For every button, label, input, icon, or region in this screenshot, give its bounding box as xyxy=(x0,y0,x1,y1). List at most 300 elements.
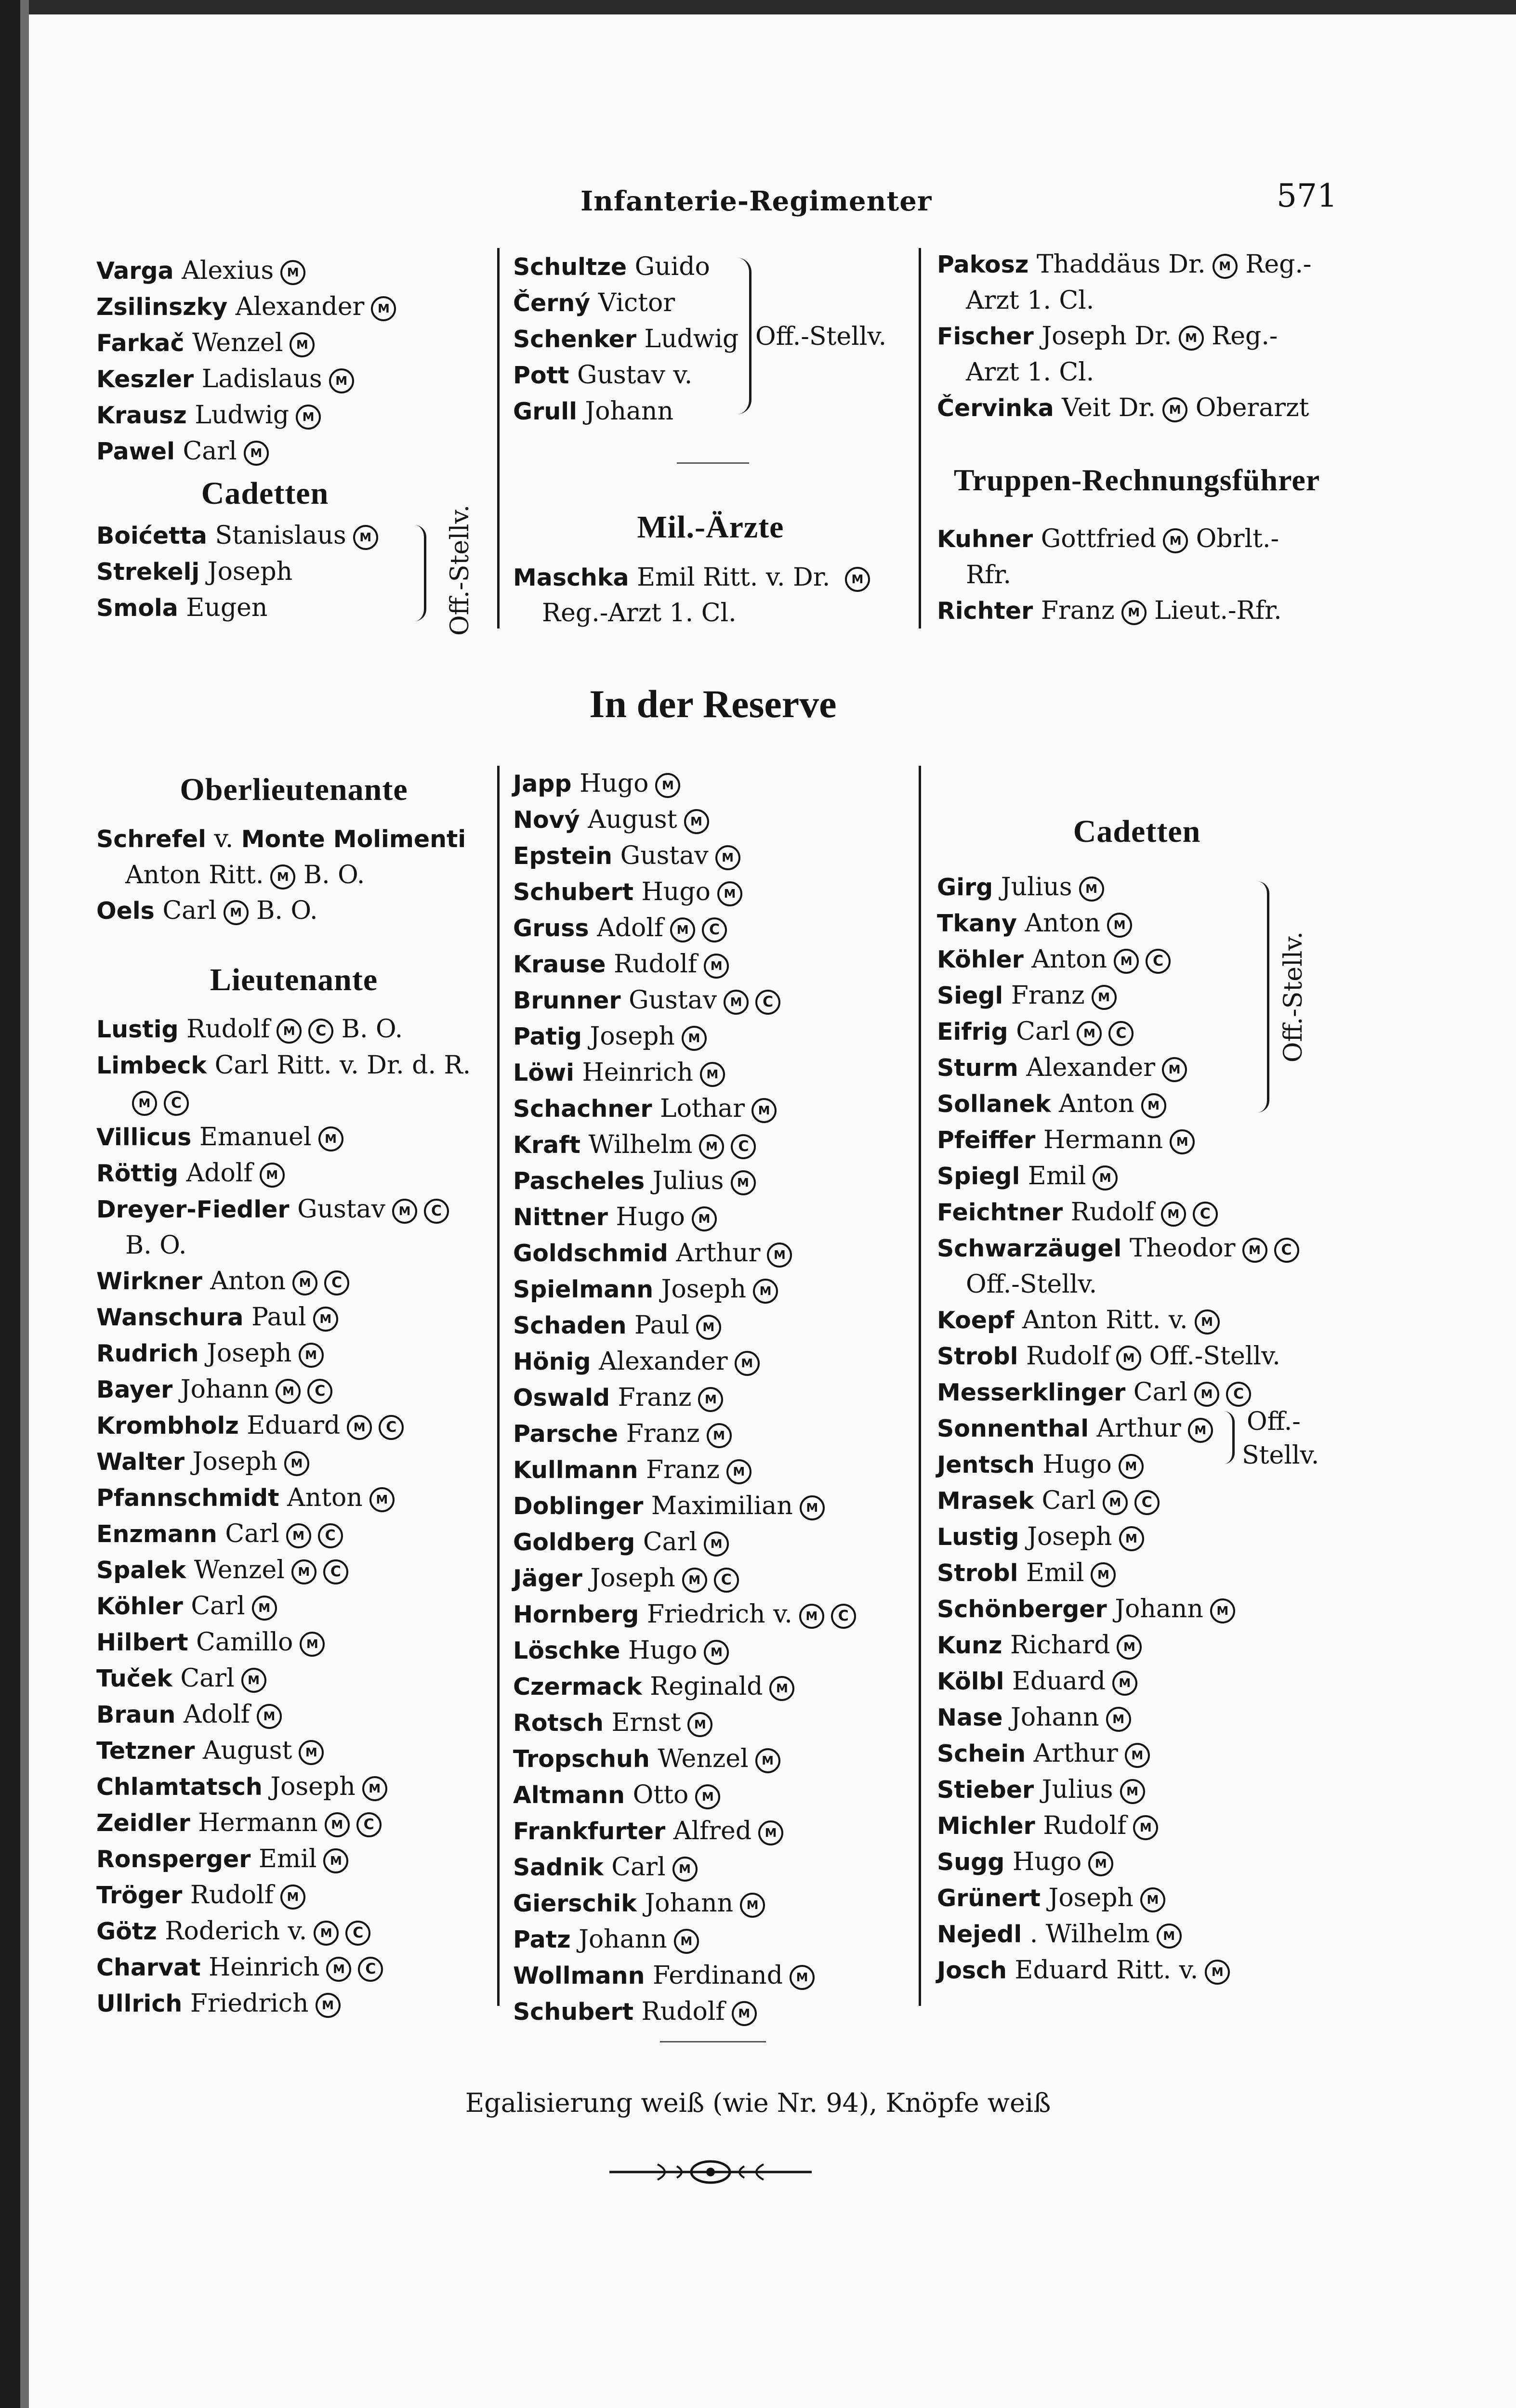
given-name: Roderich v. xyxy=(165,1917,307,1946)
surname: Villicus xyxy=(96,1124,192,1151)
list-item xyxy=(937,1736,1371,1772)
surname: Stieber xyxy=(937,1776,1034,1804)
list-item xyxy=(96,1841,496,1877)
given-name: Julius xyxy=(652,1166,724,1195)
surname: Girg xyxy=(937,874,993,901)
given-name: Alexius xyxy=(182,256,274,285)
m-mark: M xyxy=(704,1640,729,1665)
given-name: Wenzel xyxy=(192,328,283,357)
given-name: Thaddäus Dr. xyxy=(1036,250,1206,279)
list-item xyxy=(513,1452,913,1488)
m-mark: M xyxy=(682,1568,707,1593)
m-mark: M xyxy=(724,990,749,1015)
m-mark: M xyxy=(1114,949,1139,974)
surname: Walter xyxy=(96,1448,185,1476)
list-item xyxy=(513,1885,913,1922)
surname: Josch xyxy=(937,1957,1007,1984)
surname: Siegl xyxy=(937,982,1003,1009)
m-mark: M xyxy=(1157,1924,1182,1949)
c-mark: C xyxy=(164,1091,189,1116)
m-mark: M xyxy=(698,1387,723,1412)
m-mark: M xyxy=(132,1091,157,1116)
list-item xyxy=(513,838,913,874)
running-head: Infanterie-Regimenter xyxy=(580,185,932,217)
m-mark: M xyxy=(1213,254,1238,279)
surname: Smola xyxy=(96,594,178,622)
given-name: Hugo xyxy=(579,769,649,798)
surname: Rotsch xyxy=(513,1709,604,1737)
surname: Wirkner xyxy=(96,1268,202,1295)
surname: Schein xyxy=(937,1740,1026,1767)
m-mark: M xyxy=(1112,1671,1137,1696)
given-name: Emil xyxy=(1028,1162,1086,1191)
list-item xyxy=(96,1263,496,1299)
list-item xyxy=(513,1922,913,1958)
surname: Schubert xyxy=(513,1998,634,2026)
c-mark: C xyxy=(731,1134,756,1159)
surname: Oswald xyxy=(513,1384,610,1412)
m-mark: M xyxy=(769,1676,794,1701)
top-column-3 xyxy=(937,247,1371,426)
surname: Červinka xyxy=(937,394,1054,422)
m-mark: M xyxy=(369,1487,395,1512)
m-mark: M xyxy=(696,1315,721,1340)
given-name: Carl Ritt. v. Dr. d. R. xyxy=(214,1051,471,1080)
page-number: 571 xyxy=(1277,177,1337,214)
list-item xyxy=(937,1267,1371,1302)
cadetten-stellv-label: Off.-Stellv. xyxy=(1279,931,1308,1063)
m-mark: M xyxy=(1091,1562,1116,1587)
surname: Jentsch xyxy=(937,1451,1035,1479)
surname: Ullrich xyxy=(96,1990,183,2017)
rank-tail: Reg.- xyxy=(1245,250,1312,279)
surname: Schultze xyxy=(513,253,627,281)
list-item xyxy=(96,590,491,626)
given-name: Alexander xyxy=(235,292,365,321)
given-name: Carl xyxy=(191,1592,245,1621)
given-name: Adolf xyxy=(597,914,664,942)
list-item xyxy=(937,390,1371,426)
m-mark: M xyxy=(717,881,742,906)
list-item xyxy=(96,1552,496,1588)
c-mark: C xyxy=(831,1604,856,1629)
list-item xyxy=(937,1338,1371,1374)
m-mark: M xyxy=(799,1604,824,1629)
c-mark: C xyxy=(702,917,727,942)
m-mark: M xyxy=(1103,1490,1128,1515)
surname: Nový xyxy=(513,806,580,834)
m-mark: M xyxy=(300,1632,325,1657)
m-mark: M xyxy=(687,1712,712,1737)
reserve-cadetten-heading: Cadetten xyxy=(1073,814,1201,849)
given-name: Joseph xyxy=(590,1022,675,1051)
surname: Zeidler xyxy=(96,1809,190,1837)
list-item xyxy=(513,1849,913,1885)
list-item xyxy=(96,325,491,361)
given-name: Eduard Ritt. v. xyxy=(1015,1956,1199,1985)
surname: Braun xyxy=(96,1701,176,1728)
m-mark: M xyxy=(296,405,321,430)
given-name: Johann xyxy=(645,1889,734,1918)
surname: Wollmann xyxy=(513,1962,645,1989)
given-name: Johann xyxy=(180,1375,269,1404)
m-mark: M xyxy=(670,917,695,942)
m-mark: M xyxy=(726,1459,751,1484)
list-item xyxy=(513,766,913,802)
surname: Sturm xyxy=(937,1054,1018,1082)
list-item xyxy=(96,1191,496,1228)
m-mark: M xyxy=(252,1596,277,1621)
given-name: v. xyxy=(214,824,234,853)
given-name: Carl xyxy=(1133,1378,1188,1407)
list-item xyxy=(937,1158,1371,1194)
surname: Kunz xyxy=(937,1632,1002,1659)
reserve-divider-2 xyxy=(919,766,921,2006)
surname: Rudrich xyxy=(96,1340,199,1367)
surname: Doblinger xyxy=(513,1492,644,1520)
m-mark: M xyxy=(715,845,740,870)
given-name: Rudolf xyxy=(1070,1198,1154,1227)
lieutenante-heading: Lieutenante xyxy=(210,962,378,997)
given-name: Carl xyxy=(180,1664,235,1693)
given-name: Carl xyxy=(162,896,217,925)
list-item xyxy=(96,1299,496,1335)
m-mark: M xyxy=(755,1748,780,1773)
list-item xyxy=(937,1086,1371,1122)
list-item xyxy=(513,1813,913,1849)
surname: Pawel xyxy=(96,438,175,465)
given-name: Carl xyxy=(1016,1017,1070,1046)
given-name: Joseph xyxy=(192,1447,277,1476)
given-name: Victor xyxy=(598,288,675,317)
m-mark: M xyxy=(1140,1887,1165,1912)
continuation: Rfr. xyxy=(966,561,1012,589)
surname: Jäger xyxy=(513,1565,582,1592)
given-name: Adolf xyxy=(186,1159,253,1188)
surname: Löschke xyxy=(513,1637,620,1664)
list-item xyxy=(96,1588,496,1624)
given-name: Hugo xyxy=(1042,1450,1112,1479)
m-mark: M xyxy=(1079,877,1104,902)
given-name: Maximilian xyxy=(651,1492,793,1520)
list-item xyxy=(513,1958,913,1994)
m-mark: M xyxy=(244,441,269,466)
surname: Tkany xyxy=(937,910,1017,937)
given-name: Joseph Dr. xyxy=(1041,322,1172,351)
surname: Grünert xyxy=(937,1885,1041,1912)
list-item xyxy=(937,1772,1371,1808)
given-name: Carl xyxy=(225,1519,279,1548)
given-name: Alfred xyxy=(673,1817,752,1845)
given-name: Johann xyxy=(579,1925,667,1954)
surname: Krausz xyxy=(96,402,187,429)
given-name: Carl xyxy=(611,1853,666,1882)
surname: Pfannschmidt xyxy=(96,1484,279,1512)
m-mark: M xyxy=(682,1026,707,1051)
surname: Enzmann xyxy=(96,1520,217,1548)
given-name: August xyxy=(202,1736,292,1765)
given-name: Eugen xyxy=(186,593,268,622)
m-mark: M xyxy=(1077,1021,1102,1046)
given-name: Rudolf xyxy=(1026,1342,1110,1371)
m-mark: M xyxy=(735,1351,760,1376)
given-name: Arthur xyxy=(1033,1739,1118,1768)
surname: Varga xyxy=(96,257,174,285)
surname: Epstein xyxy=(513,842,613,870)
list-item xyxy=(937,354,1371,390)
continuation: Arzt 1. Cl. xyxy=(966,358,1094,387)
m-mark: M xyxy=(692,1206,717,1231)
given-name: Eduard xyxy=(247,1411,341,1440)
list-item xyxy=(937,1194,1371,1230)
surname: Dreyer-Fiedler xyxy=(96,1196,290,1223)
surname: Bayer xyxy=(96,1376,173,1403)
m-mark: M xyxy=(371,296,396,321)
given-name: Friedrich xyxy=(190,1989,309,2018)
given-name: Julius xyxy=(1001,873,1072,902)
list-item xyxy=(937,1122,1371,1158)
m-mark: M xyxy=(284,1451,309,1476)
given-name: Gustav xyxy=(629,986,717,1015)
m-mark: M xyxy=(241,1668,266,1693)
rank-tail: Off.-Stellv. xyxy=(1149,1342,1280,1371)
given-name: Camillo xyxy=(196,1628,293,1657)
surname: Czermack xyxy=(513,1673,642,1701)
given-name: Wenzel xyxy=(194,1556,285,1584)
m-mark: M xyxy=(292,1270,317,1296)
c-mark: C xyxy=(308,1019,333,1044)
oberlieutenante-list xyxy=(96,821,496,929)
m-mark: M xyxy=(323,1848,348,1873)
surname: Wanschura xyxy=(96,1304,244,1331)
surname: Parsche xyxy=(513,1420,619,1448)
given-name: Joseph xyxy=(270,1772,356,1801)
aerzte-heading: Mil.-Ärzte xyxy=(637,510,784,545)
given-name: Heinrich xyxy=(209,1953,320,1982)
surname: Pott xyxy=(513,362,569,389)
list-item xyxy=(937,1952,1371,1989)
list-item xyxy=(513,1416,913,1452)
given-name: Anton Ritt. v. xyxy=(1022,1306,1188,1335)
given-name: Adolf xyxy=(183,1700,250,1729)
m-mark: M xyxy=(767,1243,792,1268)
surname: Spielmann xyxy=(513,1276,654,1303)
surname: Boićetta xyxy=(96,522,207,550)
given-name: Anton xyxy=(287,1483,363,1512)
given-name: Gustav xyxy=(620,841,709,870)
m-mark: M xyxy=(280,260,305,285)
list-item xyxy=(513,1705,913,1741)
given-name: Emil xyxy=(258,1845,317,1873)
m-mark: M xyxy=(700,1062,725,1087)
continuation: Arzt 1. Cl. xyxy=(966,286,1094,315)
aerzte-name: Maschka xyxy=(513,564,629,591)
sonnenthal-brace-label-2: Stellv. xyxy=(1242,1441,1319,1470)
given-name: Veit Dr. xyxy=(1062,393,1156,422)
list-item xyxy=(513,1560,913,1597)
given-name: Johann xyxy=(1115,1595,1203,1623)
list-item xyxy=(513,910,913,946)
top-cadetten-list xyxy=(96,518,491,626)
list-item xyxy=(513,1633,913,1669)
m-mark: M xyxy=(672,1857,698,1882)
m-mark: M xyxy=(1107,913,1132,938)
ornament-icon xyxy=(605,2158,817,2188)
given-name: Hugo xyxy=(628,1636,698,1665)
given-name: Paul xyxy=(634,1311,689,1340)
surname: Michler xyxy=(937,1812,1035,1840)
given-name: Hugo xyxy=(616,1203,685,1231)
list-item xyxy=(513,1199,913,1235)
list-item xyxy=(513,1235,913,1271)
list-item xyxy=(96,1661,496,1697)
m-mark: M xyxy=(1205,1960,1230,1985)
list-item xyxy=(513,1380,913,1416)
m-mark: M xyxy=(329,368,354,393)
list-item xyxy=(937,1808,1371,1844)
rank-tail: B. O. xyxy=(256,896,318,925)
surname: Gierschik xyxy=(513,1890,637,1917)
given-name: Alexander xyxy=(598,1347,728,1376)
c-mark: C xyxy=(424,1199,449,1224)
m-mark: M xyxy=(1194,1382,1219,1407)
surname: Spiegl xyxy=(937,1163,1020,1190)
c-mark: C xyxy=(356,1812,382,1837)
surname: Altmann xyxy=(513,1781,625,1809)
surname: Pfeiffer xyxy=(937,1126,1036,1154)
given-name: Anton xyxy=(210,1267,286,1296)
m-mark: M xyxy=(740,1893,765,1918)
list-item xyxy=(937,1519,1371,1555)
list-item xyxy=(96,361,491,397)
surname: Eifrig xyxy=(937,1018,1008,1046)
list-item xyxy=(513,874,913,910)
c-mark: C xyxy=(1226,1382,1251,1407)
m-mark: M xyxy=(1125,1743,1150,1768)
surname: Keszler xyxy=(96,366,194,393)
surname: Schaden xyxy=(513,1312,627,1339)
list-item xyxy=(513,1163,913,1199)
m-mark: M xyxy=(299,1343,324,1368)
surname: Schubert xyxy=(513,878,634,906)
given-name: Guido xyxy=(634,252,710,281)
given-name: Emil xyxy=(1026,1558,1084,1587)
list-item xyxy=(96,1769,496,1805)
list-item xyxy=(937,1663,1371,1700)
list-item xyxy=(96,1444,496,1480)
list-item xyxy=(96,1335,496,1372)
list-item xyxy=(937,247,1371,283)
surname: Frankfurter xyxy=(513,1818,666,1845)
m-mark: M xyxy=(260,1163,285,1188)
given-name: Stanislaus xyxy=(215,521,346,550)
m-mark: M xyxy=(290,332,315,357)
surname: Charvat xyxy=(96,1954,201,1981)
m-mark: M xyxy=(732,2001,757,2026)
reserve-heading: In der Reserve xyxy=(589,682,837,726)
m-mark: M xyxy=(280,1885,305,1910)
m-mark: M xyxy=(270,864,295,890)
list-item xyxy=(96,1805,496,1841)
list-item xyxy=(96,1913,496,1950)
m-mark: M xyxy=(1121,600,1147,625)
m-mark: M xyxy=(1163,528,1188,553)
c-mark: C xyxy=(755,990,780,1015)
m-mark: M xyxy=(325,1812,350,1837)
scan-border-left xyxy=(0,0,20,2408)
given-name: Rudolf xyxy=(1043,1811,1127,1840)
surname: Kuhner xyxy=(937,525,1033,553)
cadetten-brace xyxy=(414,525,426,621)
rechnungsfuehrer-list xyxy=(937,521,1371,629)
given-name: Carl xyxy=(1041,1486,1096,1515)
list-item xyxy=(96,1733,496,1769)
m-mark: M xyxy=(353,525,378,550)
c-mark: C xyxy=(1274,1238,1299,1263)
m-mark: M xyxy=(1120,1779,1145,1804)
list-item xyxy=(937,1627,1371,1663)
c-mark: C xyxy=(1108,1021,1134,1046)
surname: Patz xyxy=(513,1926,571,1953)
rank-tail: Lieut.-Rfr. xyxy=(1154,596,1282,625)
c-mark: C xyxy=(1146,949,1171,974)
list-item xyxy=(513,1308,913,1344)
m-mark: M xyxy=(291,1559,316,1584)
c-mark: C xyxy=(323,1559,348,1584)
list-item xyxy=(96,1408,496,1444)
given-name: Joseph xyxy=(207,1339,292,1368)
sonnenthal-brace-label-1: Off.- xyxy=(1247,1407,1301,1436)
surname: Nase xyxy=(937,1704,1003,1731)
c-mark: C xyxy=(1134,1490,1160,1515)
given-name: Arthur xyxy=(676,1239,761,1268)
m-mark: M xyxy=(277,1019,302,1044)
list-item xyxy=(96,1986,496,2022)
m-mark: M xyxy=(276,1379,301,1404)
list-item xyxy=(96,1084,496,1119)
m-mark: M xyxy=(1117,1635,1142,1660)
list-item xyxy=(937,318,1371,354)
given-name: Reginald xyxy=(650,1672,763,1701)
list-item xyxy=(96,1516,496,1552)
list-item xyxy=(513,1091,913,1127)
surname-part: Monte Molimenti xyxy=(241,825,466,853)
cadetten-brace-label: Off.-Stellv. xyxy=(446,504,475,636)
m-mark: M xyxy=(224,900,249,925)
surname: Nittner xyxy=(513,1204,608,1231)
m-mark: M xyxy=(314,1921,339,1946)
given-name: Joseph xyxy=(590,1564,675,1593)
surname: Koepf xyxy=(937,1307,1015,1334)
given-name: Eduard xyxy=(1012,1667,1106,1696)
list-item xyxy=(937,1844,1371,1880)
m-mark: M xyxy=(790,1965,815,1990)
list-item xyxy=(937,1374,1371,1411)
list-item xyxy=(937,1916,1371,1952)
m-mark: M xyxy=(318,1126,343,1152)
surname: Ronsperger xyxy=(96,1845,251,1873)
c-mark: C xyxy=(358,1957,383,1982)
surname: Mrasek xyxy=(937,1487,1034,1515)
cadetten-stellv-brace xyxy=(1257,881,1269,1112)
given-name: Anton xyxy=(1031,945,1107,974)
surname: Goldberg xyxy=(513,1529,635,1556)
m-mark: M xyxy=(758,1820,783,1845)
list-item xyxy=(96,1372,496,1408)
surname: Messerklinger xyxy=(937,1379,1126,1406)
m-mark: M xyxy=(753,1279,778,1304)
given-name: Gustav xyxy=(297,1195,386,1224)
